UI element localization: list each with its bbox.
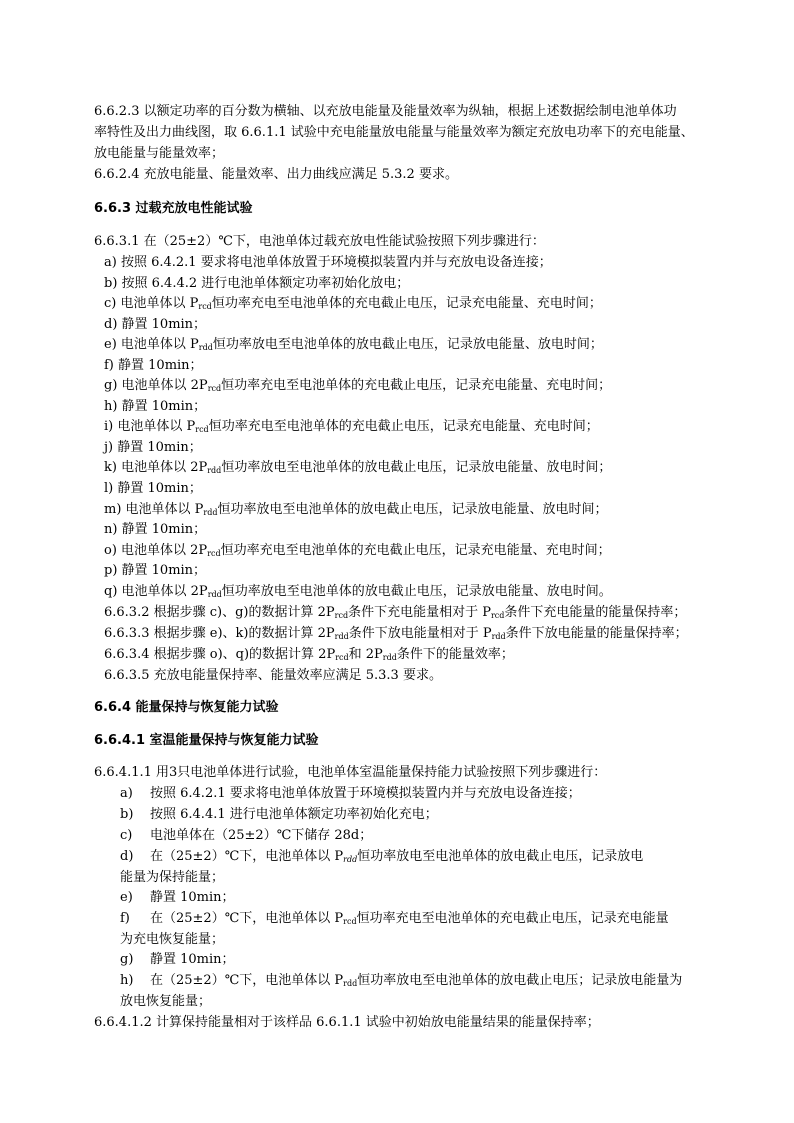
para-6-6-3-1: 6.6.3.1 在（25±2）℃下，电池单体过载充放电性能试验按照下列步骤进行： (94, 234, 545, 249)
step2-f-label: f) (120, 911, 130, 926)
step2-d-label: d) (120, 849, 134, 864)
step-h: h) 静置 10min； (104, 399, 207, 414)
step2-e-text: 静置 10min； (150, 890, 235, 905)
step2-f-cont: 为充电恢复能量； (120, 932, 225, 947)
para-6-6-4-1-1: 6.6.4.1.1 用3只电池单体进行试验，电池单体室温能量保持能力试验按照下列步骤进行： (94, 765, 607, 780)
step-i: i) 电池单体以 $P_{rcd}$恒功率充电至电池单体的充电截止电压，记录充电能量、充电时间； (104, 419, 599, 434)
step-c: c) 电池单体以 $P_{rcd}$恒功率充电至电池单体的充电截止电压，记录充电能量、充电时间； (104, 296, 602, 311)
para-6-6-3-4: 6.6.3.4 根据步骤 o)、q)的数据计算 $2P_{rcd}$和 $2P_{rdd}$条件下的能量效率； (104, 647, 514, 662)
step-f: f) 静置 10min； (104, 358, 203, 373)
para-6-6-2-3-line3: 放电能量与能量效率； (94, 146, 225, 161)
step2-c-label: c) (120, 828, 133, 843)
step-b: b) 按照 6.4.4.2 进行电池单体额定功率初始化放电； (104, 276, 410, 291)
step-j: j) 静置 10min； (104, 440, 202, 455)
step2-a-text: 按照 6.4.2.1 要求将电池单体放置于环境模拟装置内并与充放电设备连接； (150, 786, 581, 801)
para-6-6-3-5: 6.6.3.5 充放电能量保持率、能量效率应满足 5.3.3 要求。 (104, 668, 442, 683)
step2-d-text: 在（25±2）℃下，电池单体以 $P_{rdd}$恒功率放电至电池单体的放电截止电压，记录放电 (150, 849, 644, 864)
step2-d-cont: 能量为保持能量； (120, 870, 225, 885)
step-m: m) 电池单体以 $P_{rdd}$恒功率放电至电池单体的放电截止电压，记录放电能量、放电时间； (104, 502, 608, 517)
para-6-6-4-1-2: 6.6.4.1.2 计算保持能量相对于该样品 6.6.1.1 试验中初始放电能量结果的能量保持率； (94, 1015, 600, 1030)
para-6-6-3-2: 6.6.3.2 根据步骤 c)、g)的数据计算 $2P_{rcd}$条件下充电能量相对于 $P_{rcd}$条件下充电能量的能量保持率； (104, 605, 687, 620)
step-d: d) 静置 10min； (104, 317, 207, 332)
heading-6-6-3: 6.6.3 过载充放电性能试验 (94, 201, 253, 216)
step2-h-cont: 放电恢复能量； (120, 994, 212, 1009)
step-k: k) 电池单体以 $2P_{rdd}$恒功率放电至电池单体的放电截止电压，记录放电能量、放电时间； (104, 460, 612, 475)
step-q: q) 电池单体以 $2P_{rdd}$恒功率放电至电池单体的放电截止电压，记录放电能量、放电时间。 (104, 584, 612, 599)
para-6-6-2-3-line2: 率特性及出力曲线图，取 6.6.1.1 试验中充电能量放电能量与能量效率为额定充放电功率下的充电能量、 (94, 125, 694, 140)
step-g: g) 电池单体以 $2P_{rcd}$恒功率充电至电池单体的充电截止电压，记录充电能量、充电时间； (104, 378, 612, 393)
step-n: n) 静置 10min； (104, 522, 207, 537)
step2-e-label: e) (120, 890, 133, 905)
heading-6-6-4-1: 6.6.4.1 室温能量保持与恢复能力试验 (94, 733, 319, 748)
step2-c-text: 电池单体在（25±2）℃下储存 28d； (150, 828, 373, 843)
step2-h-label: h) (120, 973, 134, 988)
para-6-6-2-3-line1: 6.6.2.3 以额定功率的百分数为横轴、以充放电能量及能量效率为纵轴，根据上述数据绘制电池单体功 (94, 104, 677, 119)
step-e: e) 电池单体以 $P_{rdd}$恒功率放电至电池单体的放电截止电压，记录放电能量、放电时间； (104, 337, 603, 352)
step-p: p) 静置 10min； (104, 563, 207, 578)
step2-b-label: b) (120, 807, 134, 822)
step2-a-label: a) (120, 786, 133, 801)
para-6-6-2-4: 6.6.2.4 充放电能量、能量效率、出力曲线应满足 5.3.2 要求。 (94, 167, 458, 182)
heading-6-6-4: 6.6.4 能量保持与恢复能力试验 (94, 700, 279, 715)
step-l: l) 静置 10min； (104, 481, 202, 496)
step-a: a) 按照 6.4.2.1 要求将电池单体放置于环境模拟装置内并与充放电设备连接； (104, 255, 552, 270)
step2-f-text: 在（25±2）℃下，电池单体以 $P_{rcd}$恒功率充电至电池单体的充电截止电压，记录充电能量 (150, 911, 669, 926)
step2-h-text: 在（25±2）℃下，电池单体以 $P_{rdd}$恒功率放电至电池单体的放电截止电压；记录放电能量为 (150, 973, 683, 988)
step2-g-text: 静置 10min； (150, 952, 235, 967)
para-6-6-3-3: 6.6.3.3 根据步骤 e)、k)的数据计算 $2P_{rdd}$条件下放电能量相对于 $P_{rdd}$条件下放电能量的能量保持率； (104, 626, 688, 641)
step2-g-label: g) (120, 952, 134, 967)
step2-b-text: 按照 6.4.4.1 进行电池单体额定功率初始化充电； (150, 807, 438, 822)
step-o: o) 电池单体以 $2P_{rcd}$恒功率充电至电池单体的充电截止电压，记录充电能量、充电时间； (104, 543, 611, 558)
